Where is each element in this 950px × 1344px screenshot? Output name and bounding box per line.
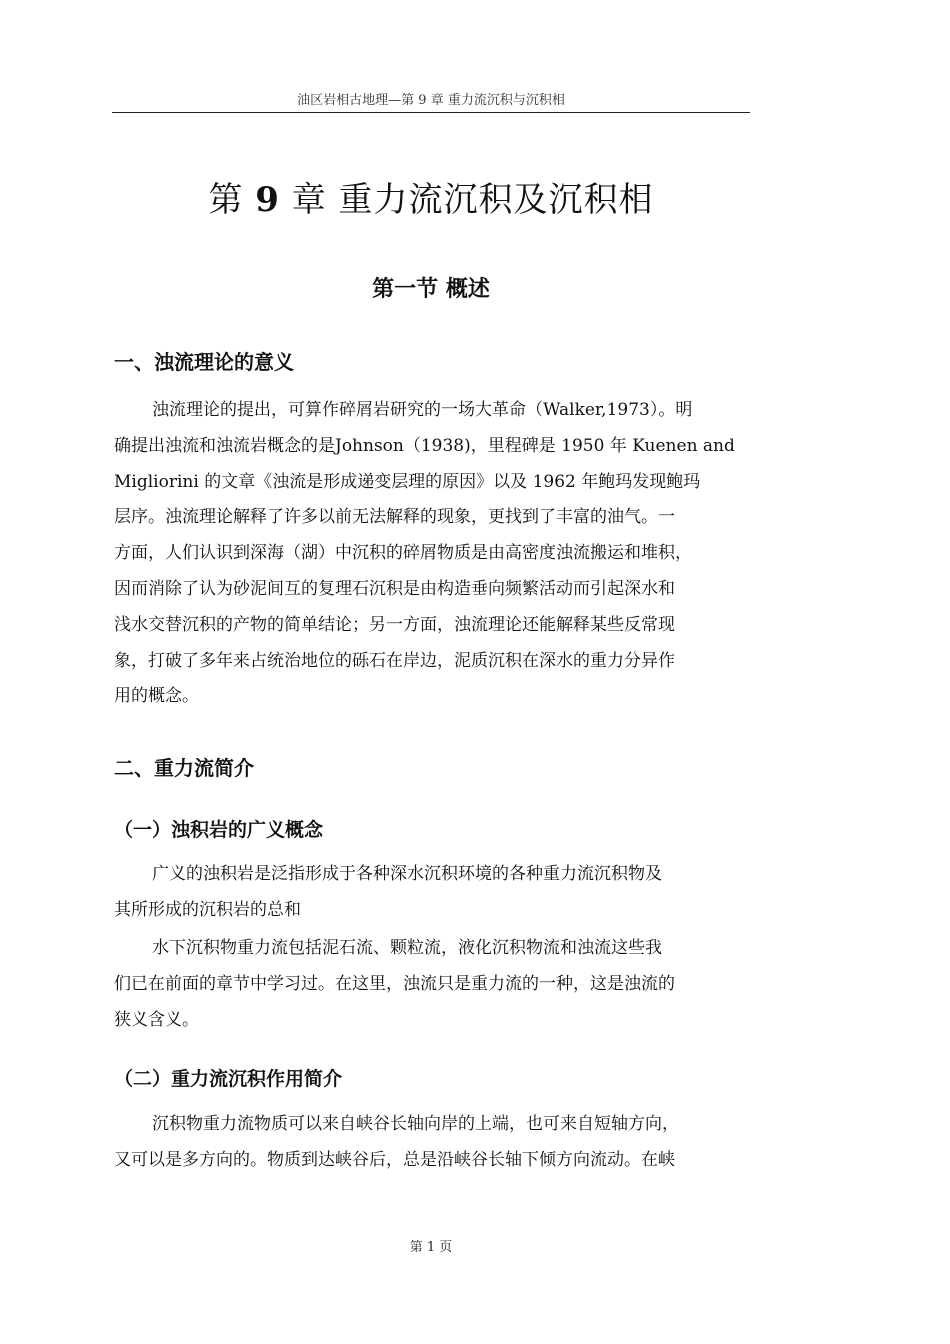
page-header-text: 油区岩相古地理—第 9 章 重力流沉积与沉积相 <box>297 93 565 108</box>
paragraph-line: 方面，人们认识到深海（湖）中沉积的碎屑物质是由高密度浊流搬运和堆积， <box>114 543 692 564</box>
paragraph-line: 水下沉积物重力流包括泥石流、颗粒流，液化沉积物流和浊流这些我 <box>152 938 662 958</box>
paragraph-gravity-flow-deposition <box>114 1107 679 1179</box>
section-title: 第一节 概述 <box>372 277 490 302</box>
chapter-prefix: 第 <box>208 180 256 220</box>
heading-turbidity-theory: 一、浊流理论的意义 <box>114 350 294 374</box>
paragraph-line: 沉积物重力流物质可以来自峡谷长轴向岸的上端，也可来自短轴方向， <box>152 1114 679 1134</box>
heading-gravity-flow-intro: 二、重力流简介 <box>114 756 254 780</box>
paragraph-line: 狭义含义。 <box>114 1009 199 1030</box>
paragraph-line: 确提出浊流和浊流岩概念的是Johnson（1938)，里程碑是 1950 年 Kuenen and <box>114 435 735 456</box>
page-header <box>112 92 750 113</box>
paragraph-line: 广义的浊积岩是泛指形成于各种深水沉积环境的各种重力流沉积物及 <box>152 864 662 884</box>
paragraph-line: 浅水交替沉积的产物的简单结论；另一方面，浊流理论还能解释某些反常现 <box>114 614 675 635</box>
paragraph-turbidite-broad <box>114 857 662 929</box>
paragraph-line: 因而消除了认为砂泥间互的复理石沉积是由构造垂向频繁活动而引起深水和 <box>114 578 675 599</box>
chapter-title <box>112 176 750 224</box>
chapter-suffix: 章 重力流沉积及沉积相 <box>279 180 654 220</box>
paragraph-line: 象，打破了多年来占统治地位的砾石在岸边，泥质沉积在深水的重力分异作 <box>114 650 675 671</box>
paragraph-line: 其所形成的沉积岩的总和 <box>114 899 301 920</box>
paragraph-line: 层序。浊流理论解释了许多以前无法解释的现象，更找到了丰富的油气。一 <box>114 507 675 528</box>
paragraph-turbidity-theory <box>114 393 735 715</box>
paragraph-line: 浊流理论的提出，可算作碎屑岩研究的一场大革命（Walker,1973）。明 <box>152 400 693 420</box>
paragraph-line: 又可以是多方向的。物质到达峡谷后，总是沿峡谷长轴下倾方向流动。在峡 <box>114 1149 675 1170</box>
heading-gravity-flow-deposition: （二）重力流沉积作用简介 <box>114 1068 343 1090</box>
paragraph-subaqueous-flows <box>114 931 675 1038</box>
chapter-number: 9 <box>255 180 280 220</box>
paragraph-line: Migliorini 的文章《浊流是形成递变层理的原因》以及 1962 年鲍玛发现鲍玛 <box>114 471 701 492</box>
heading-turbidite-broad-concept: （一）浊积岩的广义概念 <box>114 819 324 841</box>
paragraph-line: 们已在前面的章节中学习过。在这里，浊流只是重力流的一种，这是浊流的 <box>114 973 675 994</box>
paragraph-line: 用的概念。 <box>114 686 199 707</box>
page-footer: 第 1 页 <box>409 1240 453 1255</box>
